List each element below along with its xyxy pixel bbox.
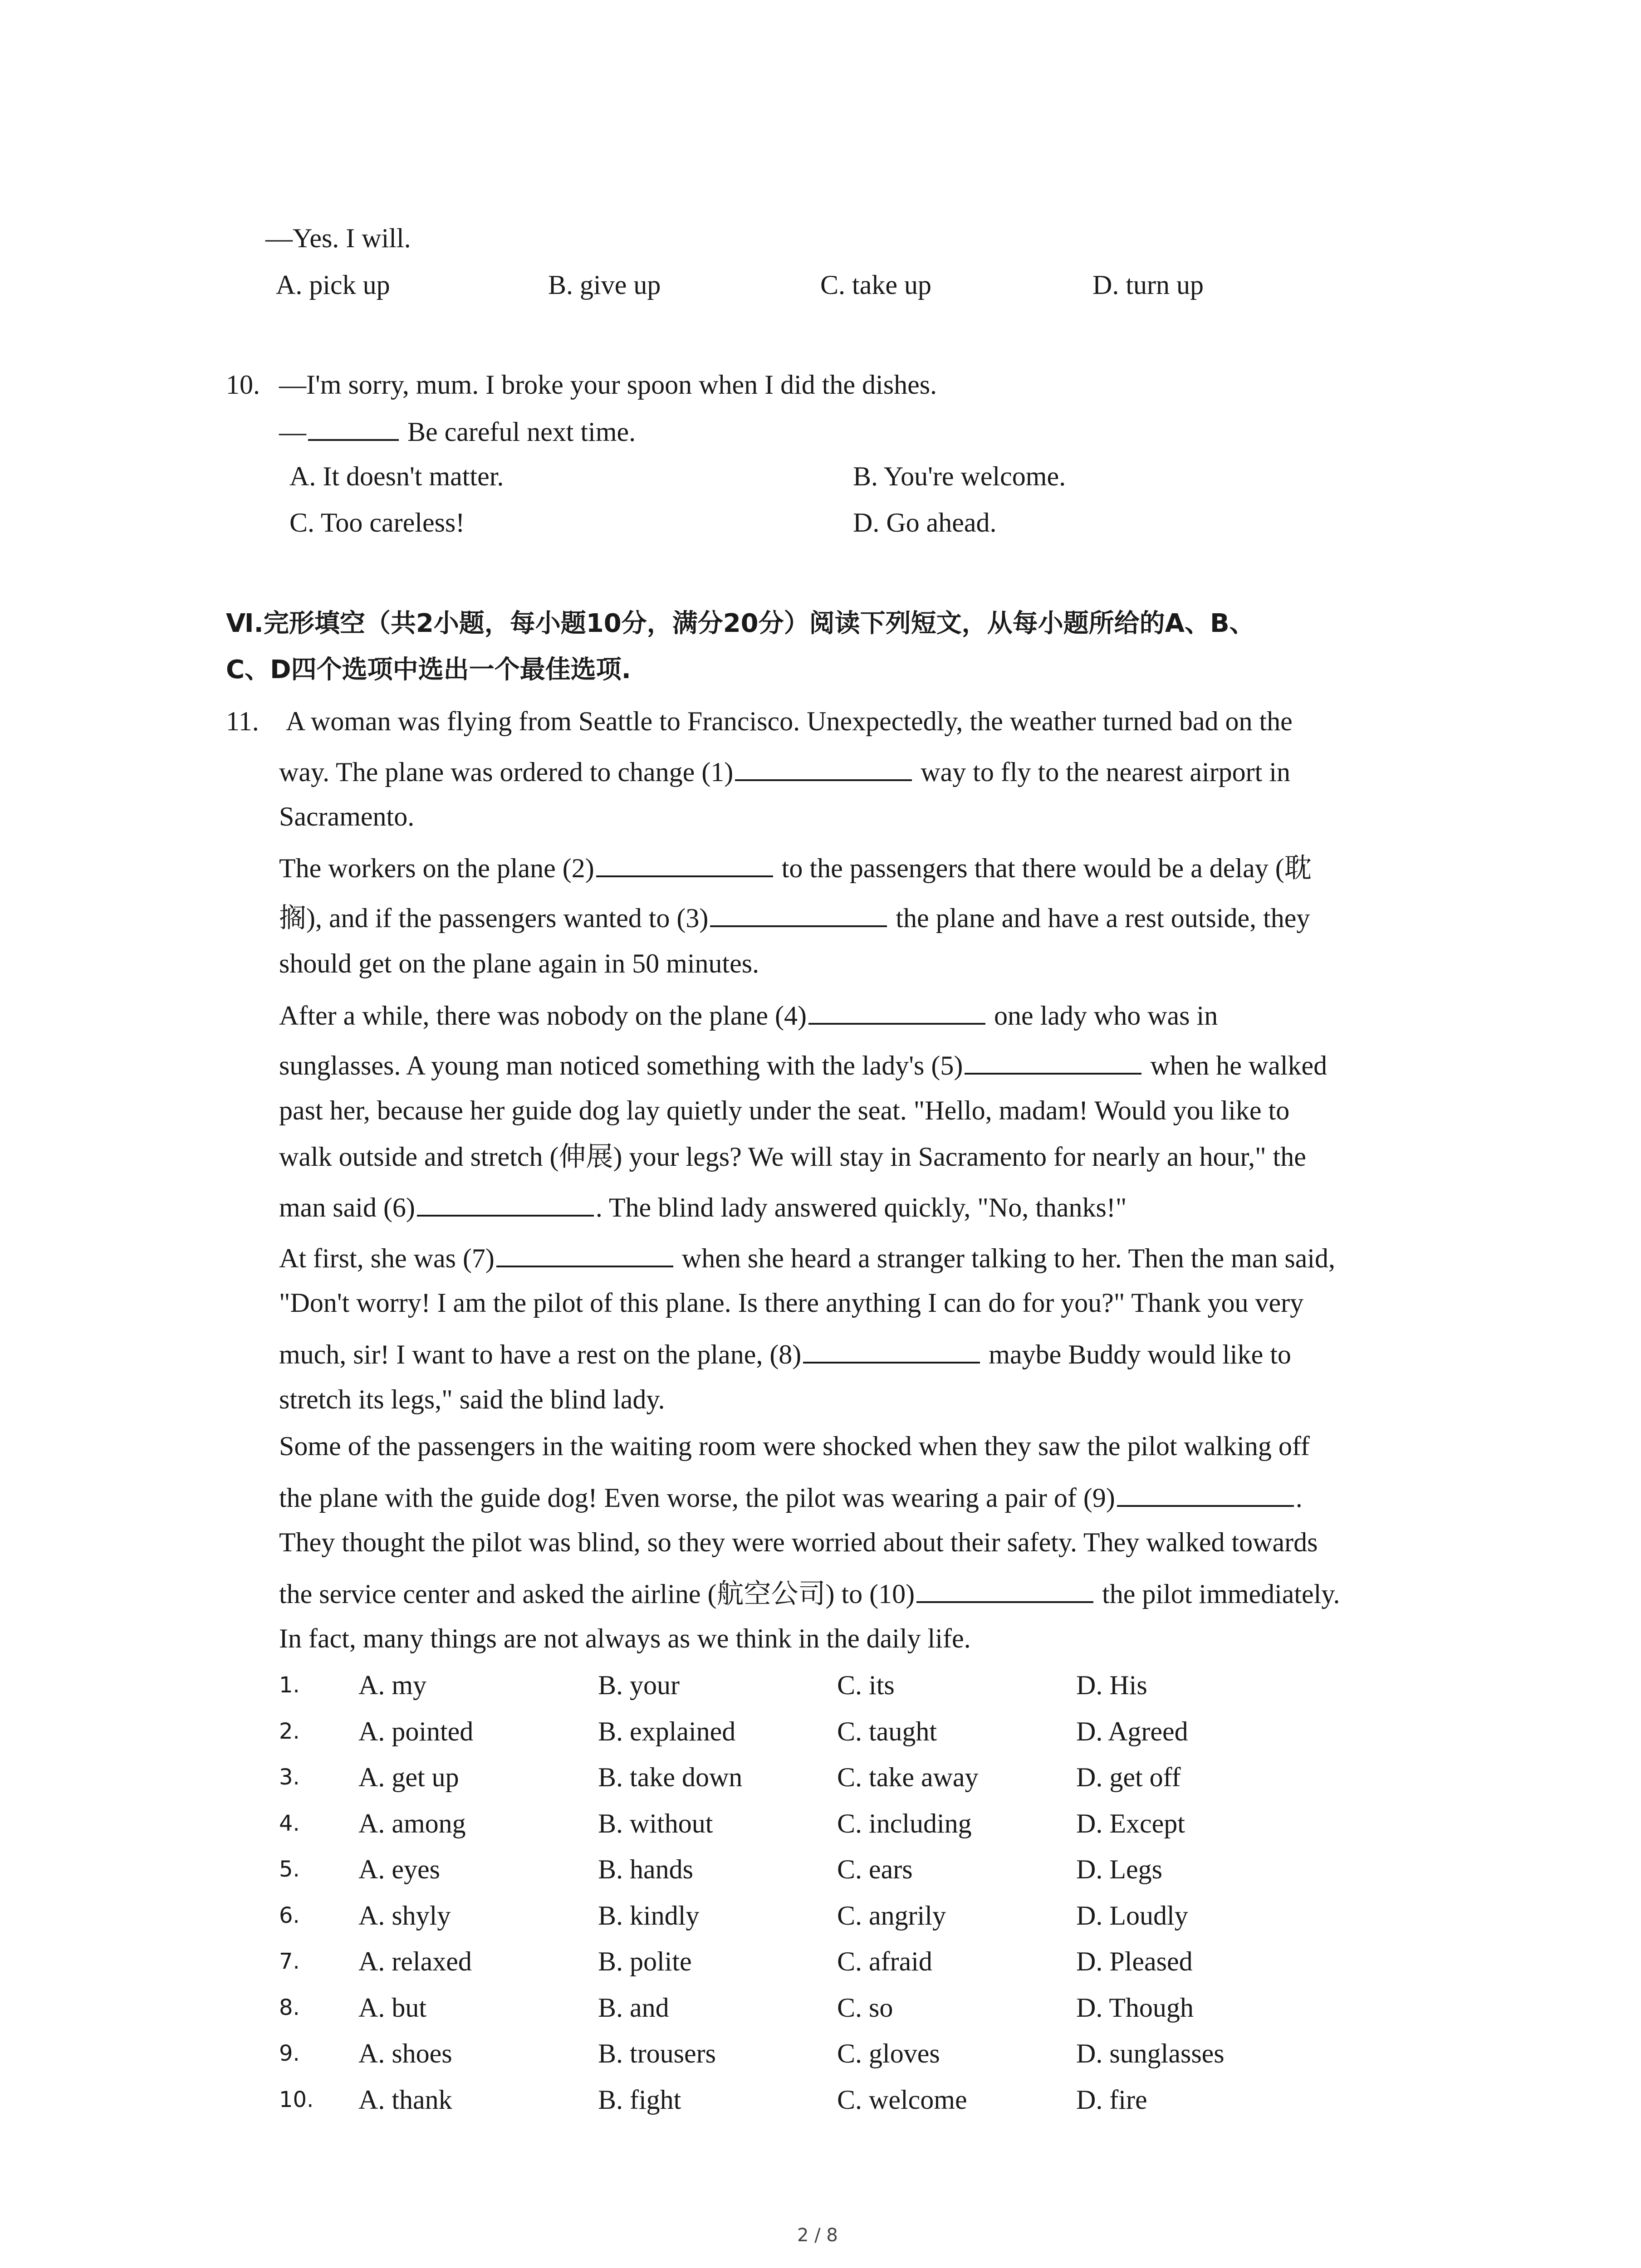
choice-option-c: C. taught — [837, 1716, 937, 1746]
choice-option-d: D. Agreed — [1076, 1716, 1188, 1746]
passage-line: They thought the pilot was blind, so they were worried about their safety. They walked towards — [279, 1527, 1318, 1557]
blank-6 — [417, 1192, 594, 1217]
passage-line: sunglasses. A young man noticed something with the lady's (5) when he walked — [279, 1051, 1327, 1080]
section-header-line2: C、D四个选项中选出一个最佳选项. — [226, 655, 631, 684]
passage-line: should get on the plane again in 50 minutes. — [279, 948, 759, 978]
choice-number: 10. — [279, 2087, 314, 2112]
choice-option-b: B. polite — [598, 1946, 692, 1976]
choice-option-b: B. trousers — [598, 2038, 716, 2068]
choice-option-b: B. your — [598, 1670, 680, 1700]
choice-option-a: A. shoes — [358, 2038, 452, 2068]
passage-line: Sacramento. — [279, 802, 415, 831]
section-header-line1: Ⅵ.完形填空（共2小题，每小题10分，满分20分）阅读下列短文，从每小题所给的A、B、 — [226, 609, 1255, 638]
q9-option-a: A. pick up — [276, 270, 390, 300]
choice-option-c: C. its — [837, 1670, 895, 1700]
passage-line: A woman was flying from Seattle to Francisco. Unexpectedly, the weather turned bad on the — [286, 706, 1293, 736]
choice-option-c: C. angrily — [837, 1900, 946, 1931]
q10-option-c: C. Too careless! — [289, 508, 465, 538]
blank-9 — [1117, 1482, 1294, 1507]
choice-option-b: B. fight — [598, 2084, 681, 2115]
q10-line1: —I'm sorry, mum. I broke your spoon when I did the dishes. — [279, 370, 937, 400]
blank-4 — [808, 1000, 985, 1025]
choice-option-a: A. shyly — [358, 1900, 451, 1931]
choice-option-b: B. explained — [598, 1716, 736, 1746]
page-number: 2 / 8 — [797, 2225, 838, 2246]
q10-line2-text: Be careful next time. — [401, 417, 636, 447]
choice-option-c: C. including — [837, 1808, 972, 1838]
choice-number: 8. — [279, 1994, 300, 2020]
choice-option-b: B. and — [598, 1992, 669, 2023]
choice-option-a: A. but — [358, 1992, 426, 2023]
choice-option-d: D. Though — [1076, 1992, 1194, 2023]
blank-2 — [596, 853, 773, 877]
passage-line: At first, she was (7) when she heard a stranger talking to her. Then the man said, — [279, 1243, 1336, 1273]
passage-line: past her, because her guide dog lay quietly under the seat. "Hello, madam! Would you like to — [279, 1095, 1290, 1125]
choice-option-d: D. sunglasses — [1076, 2038, 1225, 2068]
passage-line: In fact, many things are not always as we think in the daily life. — [279, 1623, 971, 1653]
choice-option-a: A. my — [358, 1670, 426, 1700]
q10-option-b: B. You're welcome. — [853, 461, 1066, 491]
choice-option-a: A. relaxed — [358, 1946, 472, 1976]
blank-8 — [803, 1339, 980, 1364]
q9-option-d: D. turn up — [1092, 270, 1204, 300]
choice-option-b: B. hands — [598, 1854, 693, 1884]
q10-dash: — — [279, 417, 306, 447]
choice-option-c: C. ears — [837, 1854, 913, 1884]
passage-line: way. The plane was ordered to change (1) way to fly to the nearest airport in — [279, 757, 1290, 787]
choice-option-c: C. so — [837, 1992, 893, 2023]
choice-option-c: C. take away — [837, 1762, 979, 1792]
q10-number: 10. — [226, 370, 260, 400]
blank-5 — [965, 1050, 1141, 1075]
choice-number: 7. — [279, 1949, 300, 1974]
choice-number: 5. — [279, 1857, 300, 1882]
passage-line: man said (6) . The blind lady answered quickly, "No, thanks!" — [279, 1193, 1127, 1222]
choice-option-d: D. His — [1076, 1670, 1147, 1700]
blank-3 — [710, 903, 887, 927]
passage-line: "Don't worry! I am the pilot of this plane. Is there anything I can do for you?" Thank you very — [279, 1288, 1304, 1318]
choice-option-c: C. afraid — [837, 1946, 932, 1976]
choice-number: 6. — [279, 1902, 300, 1928]
q10-option-a: A. It doesn't matter. — [289, 461, 504, 491]
choice-option-a: A. among — [358, 1808, 466, 1838]
choice-option-b: B. take down — [598, 1762, 743, 1792]
choice-option-b: B. without — [598, 1808, 713, 1838]
q10-line2 — [279, 416, 636, 445]
choice-number: 3. — [279, 1765, 300, 1790]
choice-option-a: A. thank — [358, 2084, 452, 2115]
passage-line: 搁), and if the passengers wanted to (3) the plane and have a rest outside, they — [279, 903, 1310, 933]
choice-option-b: B. kindly — [598, 1900, 700, 1931]
passage-line: walk outside and stretch (伸展) your legs? We will stay in Sacramento for nearly an hour," the — [279, 1142, 1306, 1172]
choice-number: 2. — [279, 1718, 300, 1744]
choice-option-d: D. Loudly — [1076, 1900, 1188, 1931]
choice-option-d: D. get off — [1076, 1762, 1181, 1792]
choice-option-c: C. gloves — [837, 2038, 940, 2068]
choice-number: 9. — [279, 2041, 300, 2066]
choice-option-d: D. Pleased — [1076, 1946, 1193, 1976]
passage-line: Some of the passengers in the waiting room were shocked when they saw the pilot walking off — [279, 1431, 1310, 1461]
choice-option-c: C. welcome — [837, 2084, 967, 2115]
passage-line: The workers on the plane (2) to the passengers that there would be a delay (耽 — [279, 853, 1312, 883]
passage-line: stretch its legs," said the blind lady. — [279, 1384, 665, 1414]
q10-blank — [308, 416, 399, 441]
q9-option-b: B. give up — [548, 270, 661, 300]
q9-answer-line: —Yes. I will. — [265, 223, 411, 253]
choice-option-d: D. Legs — [1076, 1854, 1162, 1884]
choice-option-d: D. Except — [1076, 1808, 1185, 1838]
blank-10 — [916, 1579, 1093, 1603]
choice-option-d: D. fire — [1076, 2084, 1147, 2115]
passage-line: much, sir! I want to have a rest on the plane, (8) maybe Buddy would like to — [279, 1339, 1291, 1369]
q11-number: 11. — [226, 706, 259, 736]
choice-option-a: A. eyes — [358, 1854, 440, 1884]
choice-option-a: A. pointed — [358, 1716, 474, 1746]
choice-number: 1. — [279, 1672, 300, 1698]
passage-line: After a while, there was nobody on the plane (4) one lady who was in — [279, 1001, 1218, 1031]
q9-option-c: C. take up — [820, 270, 931, 300]
blank-1 — [735, 757, 912, 781]
choice-number: 4. — [279, 1810, 300, 1836]
blank-7 — [496, 1243, 673, 1267]
choice-option-a: A. get up — [358, 1762, 459, 1792]
q10-option-d: D. Go ahead. — [853, 508, 997, 538]
passage-line: the plane with the guide dog! Even worse, the pilot was wearing a pair of (9) . — [279, 1483, 1303, 1513]
passage-line: the service center and asked the airline (航空公司) to (10) the pilot immediately. — [279, 1579, 1340, 1609]
